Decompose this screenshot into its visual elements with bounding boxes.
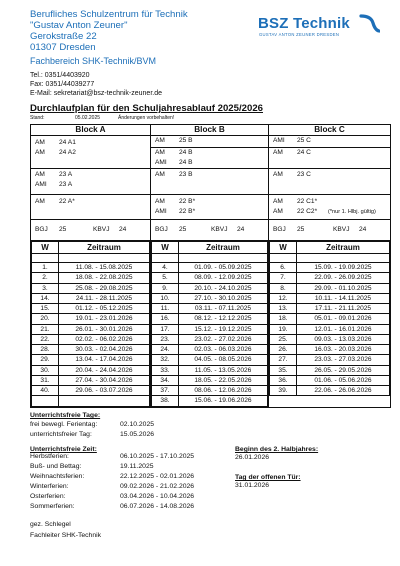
schedule-row (270, 386, 390, 396)
block-b-group-1 (151, 136, 269, 148)
free-period-dates: 03.04.2026 - 10.04.2026 (120, 493, 195, 500)
schedule-row (152, 273, 268, 283)
free-period-label: Osterferien: (30, 493, 66, 500)
halbjahr-date: 26.01.2026 (235, 454, 270, 461)
class-type: AM (155, 198, 165, 205)
week-number: 1. (32, 263, 59, 273)
schedule-row (152, 324, 268, 334)
week-number: 11. (152, 304, 179, 314)
schedule-row (32, 375, 150, 385)
school-line: "Gustav Anton Zeuner" (30, 20, 128, 31)
class-name: 24 C (297, 149, 311, 156)
block-b-group-2 (151, 148, 269, 169)
school-line: Berufliches Schulzentrum für Technik (30, 9, 188, 20)
kbvj-value: 24 (359, 226, 367, 233)
bgj-value: 25 (179, 226, 187, 233)
schedule-row (32, 324, 150, 334)
stand-date: 05.02.2025 (75, 115, 101, 121)
class-type: AM (155, 137, 165, 144)
halbjahr-section (235, 446, 318, 461)
free-day-date: 02.10.2025 (120, 421, 155, 428)
week-number: 4. (152, 263, 179, 273)
free-period-label: Herbstferien: (30, 453, 69, 460)
school-name (30, 9, 188, 53)
bgj-value: 25 (297, 226, 305, 233)
block-a-schedule (31, 241, 151, 408)
schedule-row (270, 375, 390, 385)
week-number: 40. (32, 386, 59, 396)
block-b-bgj (151, 220, 269, 241)
block-c-schedule (269, 241, 391, 408)
week-period: 26.01. - 30.01.2026 (59, 324, 150, 334)
open-day-date: 31.01.2026 (235, 482, 270, 489)
week-period: 01.12. - 05.12.2025 (59, 304, 150, 314)
free-days-section (30, 412, 155, 441)
period-header: Zeitraum (179, 242, 268, 254)
block-a-header: Block A (31, 125, 151, 136)
schedule-row (152, 375, 268, 385)
schedule-row (270, 293, 390, 303)
week-period: 24.11. - 28.11.2025 (59, 293, 150, 303)
class-name: 23 B (179, 171, 193, 178)
block-b-group-3 (151, 169, 269, 195)
free-period-row (30, 493, 195, 503)
class-name: 22 C2* (297, 208, 318, 215)
signature-name: gez. Schlegel (30, 521, 71, 528)
free-period-row (30, 473, 195, 483)
week-period: 22.09. - 26.09.2025 (297, 273, 390, 283)
week-number: 18. (270, 314, 297, 324)
signature (30, 521, 101, 539)
class-name: 22 B* (179, 208, 196, 215)
week-period: 23.03. - 27.03.2026 (297, 355, 390, 365)
schedule-row (270, 283, 390, 293)
week-number: 9. (152, 283, 179, 293)
week-number: 28. (32, 345, 59, 355)
class-type: AM (35, 198, 45, 205)
class-name: 25 B (179, 137, 193, 144)
logo-swoosh-icon (358, 12, 380, 34)
kbvj-label: KBVJ (211, 226, 228, 233)
stand-note: Änderungen vorbehalten! (118, 115, 175, 121)
week-number: 25. (270, 334, 297, 344)
week-period: 03.11. - 07.11.2025 (179, 304, 268, 314)
week-number: 24. (152, 345, 179, 355)
week-header: W (270, 242, 297, 254)
school-logo (258, 10, 382, 40)
week-number: 39. (270, 386, 297, 396)
week-number: 20. (32, 314, 59, 324)
block-c-group-1 (269, 136, 391, 148)
schedule-row (270, 334, 390, 344)
week-period: 30.03. - 02.04.2026 (59, 345, 150, 355)
class-type: AM (155, 149, 165, 156)
week-number: 31. (32, 375, 59, 385)
phone: Tel.: 0351/4403920 (30, 72, 90, 79)
schedule-row (152, 314, 268, 324)
week-period: 23.02. - 27.02.2026 (179, 334, 268, 344)
fax: Fax: 0351/44039277 (30, 81, 95, 89)
week-period: 01.06. - 05.06.2026 (297, 375, 390, 385)
week-period: 04.05. - 08.05.2026 (179, 355, 268, 365)
schedule-row (32, 314, 150, 324)
block-a-group-1 (31, 136, 151, 169)
week-number: 6. (270, 263, 297, 273)
signature-role: Fachleiter SHK-Technik (30, 532, 102, 539)
schedule-row (152, 365, 268, 375)
week-period: 22.06. - 26.06.2026 (297, 386, 390, 396)
block-c-group-3 (269, 169, 391, 195)
week-period: 01.09. - 05.09.2025 (179, 263, 268, 273)
week-number: 10. (152, 293, 179, 303)
week-period: 05.01. - 09.01.2026 (297, 314, 390, 324)
school-line: 01307 Dresden (30, 42, 96, 53)
class-type: AM (35, 139, 45, 146)
block-c-bgj (269, 220, 391, 241)
schedule-row (270, 355, 390, 365)
week-number: 15. (32, 304, 59, 314)
schedule-row (32, 283, 150, 293)
logo-main: BSZ Technik (258, 15, 350, 32)
week-number: 14. (32, 293, 59, 303)
stand-label: Stand: (30, 115, 45, 121)
class-name: 24 B (179, 159, 193, 166)
week-period: 08.06. - 12.06.2026 (179, 386, 268, 396)
block-b-header: Block B (151, 125, 269, 136)
week-number: 29. (32, 355, 59, 365)
document-title: Durchlaufplan für den Schuljahresablauf 2025/2026 (30, 103, 263, 114)
week-number: 30. (32, 365, 59, 375)
week-period: 19.01. - 23.01.2026 (59, 314, 150, 324)
schedule-row (270, 314, 390, 324)
week-number: 26. (270, 345, 297, 355)
week-number: 17. (152, 324, 179, 334)
schedule-row (32, 365, 150, 375)
week-number: 19. (270, 324, 297, 334)
block-b-schedule (151, 241, 269, 408)
week-number: 23. (152, 334, 179, 344)
block-a-bgj (31, 220, 151, 241)
week-period: 18.08. - 22.08.2025 (59, 273, 150, 283)
open-day-section (235, 474, 301, 489)
free-days-heading: Unterrichtsfreie Tage: (30, 412, 101, 419)
free-periods-section (30, 446, 195, 513)
free-period-dates: 06.10.2025 - 17.10.2025 (120, 453, 195, 460)
contact-info (30, 71, 162, 99)
week-number: 32. (152, 355, 179, 365)
week-period: 02.02. - 06.02.2026 (59, 334, 150, 344)
week-number: 22. (32, 334, 59, 344)
block-c-header: Block C (269, 125, 391, 136)
week-number: 5. (152, 273, 179, 283)
week-number: 3. (32, 283, 59, 293)
free-period-dates: 09.02.2026 - 21.02.2026 (120, 483, 195, 490)
kbvj-value: 24 (119, 226, 127, 233)
schedule-row (270, 263, 390, 273)
schedule-row (32, 304, 150, 314)
class-name: 24 A1 (59, 139, 76, 146)
schedule-row (32, 263, 150, 273)
free-period-row (30, 453, 195, 463)
kbvj-label: KBVJ (93, 226, 110, 233)
class-type: AMI (155, 159, 167, 166)
class-name: 24 A2 (59, 149, 76, 156)
free-period-row (30, 503, 195, 513)
week-period: 26.05. - 29.05.2026 (297, 365, 390, 375)
week-period: 15.06. - 19.06.2026 (179, 396, 268, 406)
block-a-group-3 (31, 195, 151, 220)
schedule-row (270, 324, 390, 334)
schedule-row (152, 334, 268, 344)
class-type: AM (35, 149, 45, 156)
schedule-row (152, 396, 268, 406)
week-period: 17.11. - 21.11.2025 (297, 304, 390, 314)
free-period-row (30, 483, 195, 493)
week-number: 34. (152, 375, 179, 385)
class-name: 23 A (59, 181, 73, 188)
schedule-row (152, 386, 268, 396)
week-number: 8. (270, 283, 297, 293)
schedule-row (152, 355, 268, 365)
week-number: 36. (270, 375, 297, 385)
schedule-row (32, 386, 150, 396)
class-type: AM (155, 171, 165, 178)
block-table (30, 124, 391, 408)
week-number: 37. (152, 386, 179, 396)
class-type: AM (35, 171, 45, 178)
week-number: 12. (270, 293, 297, 303)
free-day-label: unterrichtsfreier Tag: (30, 431, 92, 438)
schedule-row (270, 345, 390, 355)
free-day-date: 15.05.2026 (120, 431, 155, 438)
week-period: 25.08. - 29.08.2025 (59, 283, 150, 293)
department: Fachbereich SHK-Technik/BVM (30, 56, 157, 66)
week-number: 38. (152, 396, 179, 406)
week-period: 20.10. - 24.10.2025 (179, 283, 268, 293)
schedule-row (270, 304, 390, 314)
schedule-row (152, 283, 268, 293)
schedule-row (32, 355, 150, 365)
block-c-group-4 (269, 195, 391, 220)
free-period-label: Winterferien: (30, 483, 69, 490)
week-number: 13. (270, 304, 297, 314)
free-day-label: frei bewegl. Ferientag: (30, 421, 98, 428)
class-type: AM (273, 171, 283, 178)
week-period: 29.06. - 03.07.2026 (59, 386, 150, 396)
week-header: W (152, 242, 179, 254)
week-header: W (32, 242, 59, 254)
week-period: 15.12. - 19.12.2025 (179, 324, 268, 334)
week-number: 33. (152, 365, 179, 375)
schedule-row (152, 263, 268, 273)
class-name: 22 B* (179, 198, 196, 205)
class-type: AMI (35, 181, 47, 188)
schedule-row (32, 345, 150, 355)
week-period: 11.08. - 15.08.2025 (59, 263, 150, 273)
class-name: 24 B (179, 149, 193, 156)
week-number: 35. (270, 365, 297, 375)
week-number: 16. (152, 314, 179, 324)
schedule-row (152, 345, 268, 355)
class-name: 25 C (297, 137, 311, 144)
free-period-dates: 19.11.2025 (120, 463, 154, 470)
class-name: 23 A (59, 171, 73, 178)
schedule-row (152, 293, 268, 303)
week-period: 08.09. - 12.09.2025 (179, 273, 268, 283)
free-period-row (30, 463, 154, 473)
schedule-row (270, 273, 390, 283)
bgj-value: 25 (59, 226, 67, 233)
period-header: Zeitraum (297, 242, 390, 254)
schedule-row (270, 365, 390, 375)
week-period: 15.09. - 19.09.2025 (297, 263, 390, 273)
class-type: AM (273, 208, 283, 215)
school-line: Gerokstraße 22 (30, 31, 97, 42)
week-period: 27.04. - 30.04.2026 (59, 375, 150, 385)
class-name: 22 C1* (297, 198, 318, 205)
free-period-label: Weihnachtsferien: (30, 473, 85, 480)
free-period-label: Sommerferien: (30, 503, 75, 510)
class-type: AMI (273, 137, 285, 144)
class-name: 22 A* (59, 198, 75, 205)
week-period: 13.04. - 17.04.2026 (59, 355, 150, 365)
email: E-Mail: sekretariat@bsz-technik-zeuner.de (30, 90, 162, 98)
free-period-dates: 22.12.2025 - 02.01.2026 (120, 473, 195, 480)
week-period: 12.01. - 16.01.2026 (297, 324, 390, 334)
period-header: Zeitraum (59, 242, 150, 254)
kbvj-value: 24 (237, 226, 245, 233)
schedule-row (152, 304, 268, 314)
week-period: 11.05. - 13.05.2026 (179, 365, 268, 375)
bgj-label: BGJ (35, 226, 48, 233)
week-period: 02.03. - 06.03.2026 (179, 345, 268, 355)
logo-sub: GUSTAV ANTON ZEUNER DRESDEN (259, 32, 340, 37)
week-period: 20.04. - 24.04.2026 (59, 365, 150, 375)
bgj-label: BGJ (273, 226, 286, 233)
halbjahr-heading: Beginn des 2. Halbjahres: (235, 446, 319, 453)
week-period: 09.03. - 13.03.2026 (297, 334, 390, 344)
week-period: 27.10. - 30.10.2025 (179, 293, 268, 303)
week-number: 2. (32, 273, 59, 283)
class-type: AM (273, 149, 283, 156)
week-number: 21. (32, 324, 59, 334)
class-type: AM (273, 198, 283, 205)
open-day-heading: Tag der offenen Tür: (235, 474, 301, 481)
class-type: AMI (155, 208, 167, 215)
week-period: 08.12. - 12.12.2025 (179, 314, 268, 324)
free-periods-heading: Unterrichtsfreie Zeit: (30, 446, 97, 453)
week-number: 7. (270, 273, 297, 283)
validity-note: (*nur 1. Hlbj. gültig) (328, 209, 376, 215)
free-period-label: Buß- und Bettag: (30, 463, 82, 470)
week-period: 18.05. - 22.05.2026 (179, 375, 268, 385)
class-name: 23 C (297, 171, 311, 178)
block-a-group-2 (31, 169, 151, 195)
bgj-label: BGJ (155, 226, 168, 233)
block-b-group-4 (151, 195, 269, 220)
free-period-dates: 06.07.2026 - 14.08.2026 (120, 503, 195, 510)
kbvj-label: KBVJ (333, 226, 350, 233)
week-period: 10.11. - 14.11.2025 (297, 293, 390, 303)
block-c-group-2 (269, 148, 391, 169)
schedule-row (32, 273, 150, 283)
week-period: 16.03. - 20.03.2026 (297, 345, 390, 355)
schedule-row (32, 334, 150, 344)
schedule-row (32, 293, 150, 303)
week-period: 29.09. - 01.10.2025 (297, 283, 390, 293)
week-number: 27. (270, 355, 297, 365)
